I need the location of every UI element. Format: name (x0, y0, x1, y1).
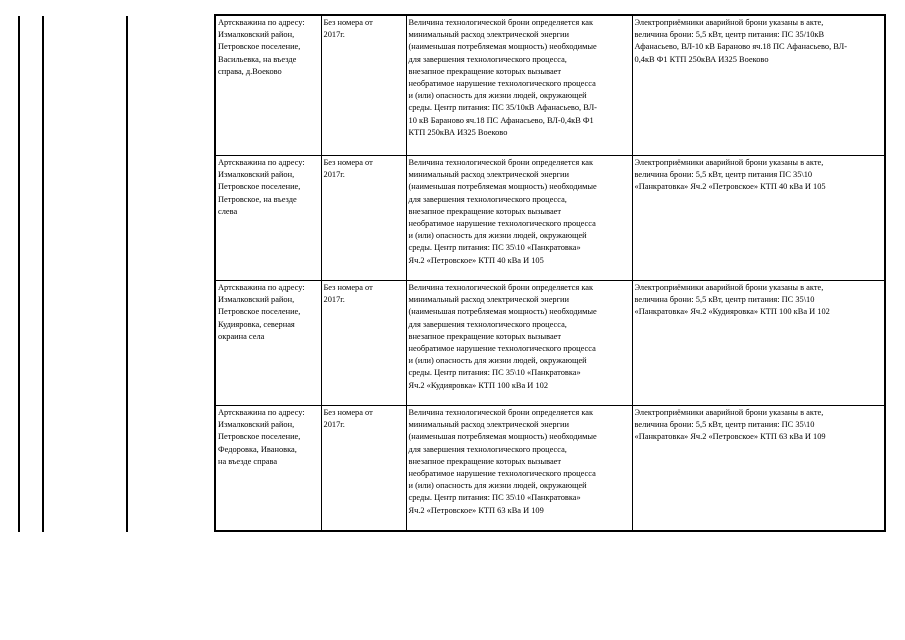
receivers-cell: Электроприёмники аварийной брони указаны в акте, величина брони: 5,5 кВт, центр питания ПС 35\10 «Панкратовка» Яч.2 «Петровское» КТП 40 кВа И 105 (632, 156, 885, 281)
receivers-cell: Электроприёмники аварийной брони указаны в акте, величина брони: 5,5 кВт, центр питания: ПС 35\10 «Панкратовка» Яч.2 «Кудияровка» КТП 100 кВа И 102 (632, 281, 885, 406)
left-border-line-3 (126, 16, 128, 532)
left-border-line-1 (18, 16, 20, 532)
document-cell: Без номера от 2017г. (321, 156, 406, 281)
receivers-cell: Электроприёмники аварийной брони указаны в акте, величина брони: 5,5 кВт, центр питания: ПС 35/10кВ Афанасьево, ВЛ-10 кВ Бараново яч.18 ПС Афанасьево, ВЛ- 0,4кВ Ф1 КТП 250кВА И325 Воеково (632, 15, 885, 156)
object-cell: Артскважина по адресу: Измалковский район, Петровское поселение, Васильевка, на въезде справа, д.Воеково (215, 15, 321, 156)
document-cell: Без номера от 2017г. (321, 406, 406, 532)
receivers-cell: Электроприёмники аварийной брони указаны в акте, величина брони: 5,5 кВт, центр питания: ПС 35\10 «Панкратовка» Яч.2 «Петровское» КТП 63 кВа И 109 (632, 406, 885, 532)
justification-cell: Величина технологической брони определяется как минимальный расход электрической энергии (наименьшая потребляемая мощность) необходимые для завершения технологического процесса, внезапное прекращение которых вызывает необратимое нарушение технологического процесса и (или) опасность для жизни людей, окружающей среды. Центр питания: ПС 35\10 «Панкратовка» Яч.2 «Петровское» КТП 40 кВа И 105 (406, 156, 632, 281)
document-cell: Без номера от 2017г. (321, 15, 406, 156)
left-border-line-2 (42, 16, 44, 532)
object-cell: Артскважина по адресу: Измалковский район, Петровское поселение, Петровское, на въезде слева (215, 156, 321, 281)
emergency-reserve-table (214, 14, 886, 532)
justification-cell: Величина технологической брони определяется как минимальный расход электрической энергии (наименьшая потребляемая мощность) необходимые для завершения технологического процесса, внезапное прекращение которых вызывает необратимое нарушение технологического процесса и (или) опасность для жизни людей, окружающей среды. Центр питания: ПС 35/10кВ Афанасьево, ВЛ- 10 кВ Бараново яч.18 ПС Афанасьево, ВЛ-0,4кВ Ф1 КТП 250кВА И325 Воеково (406, 15, 632, 156)
table-row (215, 281, 885, 406)
justification-cell: Величина технологической брони определяется как минимальный расход электрической энергии (наименьшая потребляемая мощность) необходимые для завершения технологического процесса, внезапное прекращение которых вызывает необратимое нарушение технологического процесса и (или) опасность для жизни людей, окружающей среды. Центр питания: ПС 35\10 «Панкратовка» Яч.2 «Петровское» КТП 63 кВа И 109 (406, 406, 632, 532)
table-row (215, 156, 885, 281)
object-cell: Артскважина по адресу: Измалковский район, Петровское поселение, Федоровка, Ивановка, на въезде справа (215, 406, 321, 532)
document-cell: Без номера от 2017г. (321, 281, 406, 406)
table-row (215, 15, 885, 156)
justification-cell: Величина технологической брони определяется как минимальный расход электрической энергии (наименьшая потребляемая мощность) необходимые для завершения технологического процесса, внезапное прекращение которых вызывает необратимое нарушение технологического процесса и (или) опасность для жизни людей, окружающей среды. Центр питания: ПС 35\10 «Панкратовка» Яч.2 «Кудияровка» КТП 100 кВа И 102 (406, 281, 632, 406)
table-row (215, 406, 885, 532)
object-cell: Артскважина по адресу: Измалковский район, Петровское поселение, Кудияровка, северная окраина села (215, 281, 321, 406)
